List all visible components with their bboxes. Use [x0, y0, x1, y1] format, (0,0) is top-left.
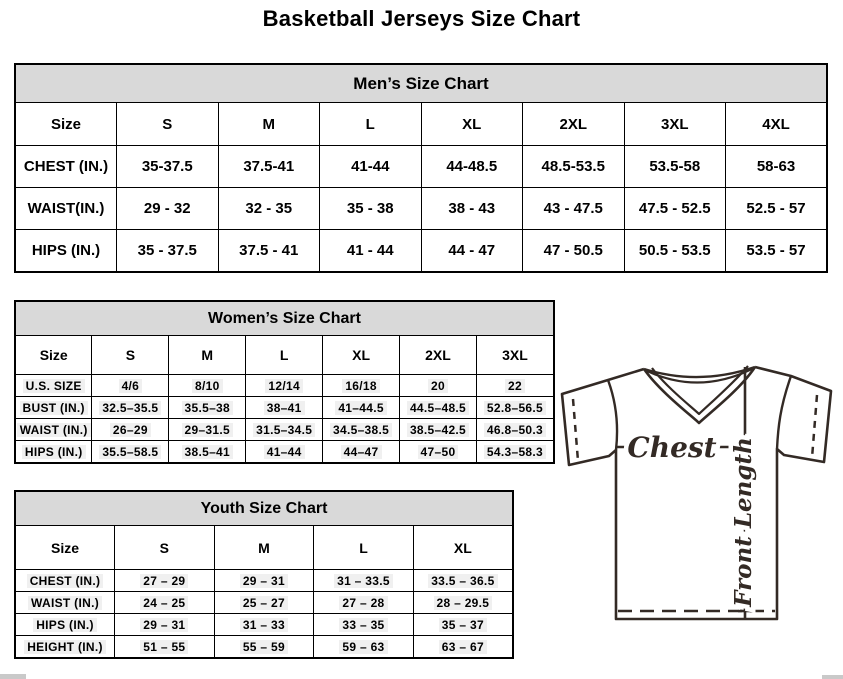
- row-label-cell: [15, 375, 92, 397]
- table-cell: [246, 441, 323, 464]
- cell-value: 35 – 37: [439, 618, 487, 632]
- cell-value: 38.5–41: [182, 445, 233, 459]
- column-header: XL: [421, 103, 523, 146]
- row-label: CHEST (IN.): [23, 158, 109, 175]
- table-cell: [115, 570, 215, 592]
- cuff-dash-right: [812, 395, 817, 458]
- table-cell: [92, 419, 169, 441]
- column-header: L: [314, 526, 414, 570]
- table-cell: [320, 146, 422, 188]
- table-cell: [92, 375, 169, 397]
- cell-value: 27 – 28: [339, 596, 387, 610]
- row-label-cell: [15, 614, 115, 636]
- cell-value: 29 – 31: [240, 574, 288, 588]
- table-cell: [523, 230, 625, 273]
- table-cell: [214, 570, 314, 592]
- cell-value: 32.5–35.5: [99, 401, 161, 415]
- table-row: [15, 636, 513, 659]
- cell-value: 35-37.5: [141, 158, 193, 175]
- table-cell: [476, 419, 554, 441]
- cell-value: 25 – 27: [240, 596, 288, 610]
- table-cell: [421, 146, 523, 188]
- table-cell: [169, 375, 246, 397]
- table-cell: [314, 636, 414, 659]
- row-label-cell: [15, 592, 115, 614]
- cell-value: 41-44: [351, 158, 390, 175]
- row-label-cell: [15, 397, 92, 419]
- cell-value: 51 – 55: [140, 640, 188, 654]
- cell-value: 47 - 50.5: [543, 242, 603, 259]
- cell-value: 44.5–48.5: [407, 401, 469, 415]
- cell-value: 31 – 33.5: [334, 574, 393, 588]
- cell-value: 59 – 63: [339, 640, 387, 654]
- table-cell: [214, 592, 314, 614]
- table-cell: [323, 375, 400, 397]
- cell-value: 37.5-41: [243, 158, 295, 175]
- cell-value: 26–29: [110, 423, 151, 437]
- cell-value: 8/10: [192, 379, 223, 393]
- table-row: [15, 230, 827, 273]
- cell-value: 38.5–42.5: [407, 423, 469, 437]
- table-cell: [169, 441, 246, 464]
- cell-value: 34.5–38.5: [330, 423, 392, 437]
- cell-value: 41–44: [264, 445, 305, 459]
- row-label: CHEST (IN.): [27, 574, 104, 588]
- column-header: 3XL: [624, 103, 726, 146]
- row-label: HEIGHT (IN.): [24, 640, 106, 654]
- section-title: Women’s Size Chart: [15, 301, 554, 336]
- table-cell: [246, 375, 323, 397]
- table-cell: [218, 188, 320, 230]
- row-label: HIPS (IN.): [22, 445, 86, 459]
- column-header: M: [218, 103, 320, 146]
- cell-value: 52.5 - 57: [746, 200, 806, 217]
- table-row: [15, 146, 827, 188]
- table-cell: [400, 419, 477, 441]
- cell-value: 53.5 - 57: [746, 242, 806, 259]
- armhole-seam-left: [608, 380, 617, 450]
- column-header: L: [246, 336, 323, 375]
- cell-value: 28 – 29.5: [434, 596, 493, 610]
- row-label: WAIST (IN.): [28, 596, 102, 610]
- table-cell: [214, 636, 314, 659]
- table-cell: [413, 636, 513, 659]
- row-label: BUST (IN.): [20, 401, 88, 415]
- table-cell: [726, 230, 828, 273]
- table-cell: [400, 397, 477, 419]
- cell-value: 31 – 33: [240, 618, 288, 632]
- table-cell: [314, 592, 414, 614]
- table-cell: [421, 188, 523, 230]
- horizontal-scrollbar-thumb-left[interactable]: [0, 674, 26, 679]
- cell-value: 50.5 - 53.5: [638, 242, 711, 259]
- column-header: 4XL: [726, 103, 828, 146]
- cell-value: 46.8–50.3: [484, 423, 546, 437]
- cell-value: 12/14: [265, 379, 303, 393]
- table-cell: [323, 441, 400, 464]
- youth-size-chart-table: [14, 490, 514, 659]
- table-cell: [246, 419, 323, 441]
- cell-value: 41–44.5: [335, 401, 386, 415]
- armhole-seam-right: [777, 376, 791, 449]
- cell-value: 20: [428, 379, 448, 393]
- cell-value: 43 - 47.5: [543, 200, 603, 217]
- cell-value: 52.8–56.5: [484, 401, 546, 415]
- section-title: Youth Size Chart: [15, 491, 513, 526]
- cell-value: 54.3–58.3: [484, 445, 546, 459]
- table-cell: [117, 230, 219, 273]
- column-header: 3XL: [476, 336, 554, 375]
- cell-value: 27 – 29: [140, 574, 188, 588]
- cell-value: 53.5-58: [649, 158, 701, 175]
- chest-label: Chest: [627, 431, 717, 464]
- row-label-cell: [15, 146, 117, 188]
- section-title: Men’s Size Chart: [15, 64, 827, 103]
- row-label: HIPS (IN.): [33, 618, 97, 632]
- cell-value: 33 – 35: [339, 618, 387, 632]
- table-cell: [323, 419, 400, 441]
- table-cell: [115, 592, 215, 614]
- table-cell: [726, 146, 828, 188]
- cell-value: 47.5 - 52.5: [638, 200, 711, 217]
- table-cell: [320, 230, 422, 273]
- column-header: 2XL: [523, 103, 625, 146]
- front-length-label: Front Length: [730, 437, 757, 607]
- table-cell: [92, 397, 169, 419]
- table-row: [15, 375, 554, 397]
- table-cell: [92, 441, 169, 464]
- cell-value: 37.5 - 41: [239, 242, 299, 259]
- table-cell: [214, 614, 314, 636]
- row-label-cell: [15, 636, 115, 659]
- column-header: Size: [15, 336, 92, 375]
- table-cell: [624, 146, 726, 188]
- table-cell: [218, 146, 320, 188]
- row-label-cell: [15, 230, 117, 273]
- table-cell: [624, 188, 726, 230]
- cell-value: 35.5–38: [182, 401, 233, 415]
- column-header: Size: [15, 103, 117, 146]
- cell-value: 33.5 – 36.5: [428, 574, 497, 588]
- page-title: Basketball Jerseys Size Chart: [262, 6, 581, 31]
- column-header: XL: [413, 526, 513, 570]
- table-cell: [476, 441, 554, 464]
- table-row: [15, 570, 513, 592]
- table-cell: [115, 614, 215, 636]
- horizontal-scrollbar-thumb-right[interactable]: [822, 675, 843, 679]
- cell-value: 38 - 43: [448, 200, 496, 217]
- table-cell: [413, 570, 513, 592]
- column-header: S: [92, 336, 169, 375]
- table-cell: [117, 188, 219, 230]
- row-label: HIPS (IN.): [31, 242, 101, 259]
- cell-value: 63 – 67: [439, 640, 487, 654]
- cell-value: 35 - 37.5: [137, 242, 197, 259]
- table-cell: [115, 636, 215, 659]
- table-cell: [523, 188, 625, 230]
- row-label: WAIST(IN.): [27, 200, 105, 217]
- table-cell: [523, 146, 625, 188]
- table-row: [15, 614, 513, 636]
- row-label-cell: [15, 419, 92, 441]
- row-label-cell: [15, 441, 92, 464]
- table-cell: [314, 570, 414, 592]
- cell-value: 48.5-53.5: [541, 158, 605, 175]
- table-cell: [117, 146, 219, 188]
- column-header: XL: [323, 336, 400, 375]
- column-header: L: [320, 103, 422, 146]
- table-cell: [323, 397, 400, 419]
- table-row: [15, 188, 827, 230]
- cell-value: 29 – 31: [140, 618, 188, 632]
- row-label: U.S. SIZE: [23, 379, 85, 393]
- cell-value: 35.5–58.5: [99, 445, 161, 459]
- row-label-cell: [15, 188, 117, 230]
- cell-value: 44 - 47: [448, 242, 496, 259]
- table-cell: [400, 375, 477, 397]
- column-header: S: [115, 526, 215, 570]
- table-cell: [320, 188, 422, 230]
- table-cell: [476, 375, 554, 397]
- row-label: WAIST (IN.): [17, 423, 91, 437]
- table-cell: [624, 230, 726, 273]
- column-header: M: [214, 526, 314, 570]
- cell-value: 55 – 59: [240, 640, 288, 654]
- table-cell: [413, 614, 513, 636]
- table-cell: [169, 419, 246, 441]
- cell-value: 24 – 25: [140, 596, 188, 610]
- cell-value: 16/18: [342, 379, 380, 393]
- cell-value: 47–50: [418, 445, 459, 459]
- table-row: [15, 397, 554, 419]
- table-cell: [314, 614, 414, 636]
- table-row: [15, 441, 554, 464]
- cell-value: 44–47: [341, 445, 382, 459]
- cell-value: 35 - 38: [346, 200, 394, 217]
- table-cell: [421, 230, 523, 273]
- cell-value: 44-48.5: [446, 158, 498, 175]
- cell-value: 38–41: [264, 401, 305, 415]
- column-header: Size: [15, 526, 115, 570]
- jersey-measurement-diagram: [556, 362, 843, 626]
- table-row: [15, 419, 554, 441]
- jersey-outline: [562, 367, 831, 619]
- cell-value: 29 - 32: [143, 200, 191, 217]
- table-cell: [169, 397, 246, 419]
- row-label-cell: [15, 570, 115, 592]
- table-cell: [476, 397, 554, 419]
- cell-value: 32 - 35: [245, 200, 293, 217]
- cell-value: 4/6: [119, 379, 143, 393]
- cuff-dash-left: [573, 399, 578, 461]
- table-cell: [413, 592, 513, 614]
- table-cell: [400, 441, 477, 464]
- cell-value: 31.5–34.5: [253, 423, 315, 437]
- cell-value: 29–31.5: [182, 423, 233, 437]
- column-header: S: [117, 103, 219, 146]
- cell-value: 58-63: [756, 158, 796, 175]
- table-row: [15, 592, 513, 614]
- table-cell: [726, 188, 828, 230]
- womens-size-chart-table: [14, 300, 555, 464]
- table-cell: [218, 230, 320, 273]
- column-header: M: [169, 336, 246, 375]
- column-header: 2XL: [400, 336, 477, 375]
- table-cell: [246, 397, 323, 419]
- cell-value: 41 - 44: [346, 242, 394, 259]
- cell-value: 22: [505, 379, 525, 393]
- mens-size-chart-table: [14, 63, 828, 273]
